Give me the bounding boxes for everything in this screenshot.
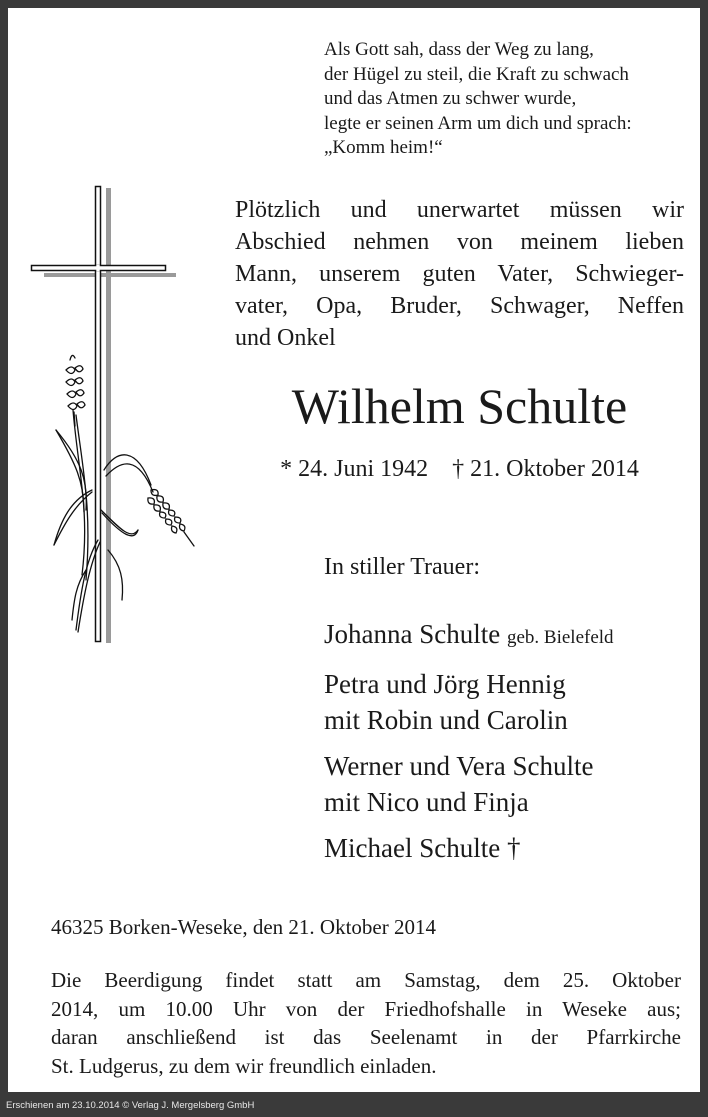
mourners-title: In stiller Trauer: <box>324 554 480 580</box>
funeral-info <box>51 966 681 1080</box>
place-date: 46325 Borken-Weseke, den 21. Oktober 2014 <box>51 915 436 939</box>
mourner-line <box>324 616 704 656</box>
deceased-name: Wilhelm Schulte <box>291 378 628 434</box>
funeral-line: St. Ludgerus, zu dem wir freundlich einladen. <box>51 1053 437 1078</box>
mourner-line: mit Nico und Finja <box>324 787 529 817</box>
mourner-group <box>324 666 704 738</box>
announcement-line: und Onkel <box>235 325 336 351</box>
funeral-line: Die Beerdigung findet statt am Samstag, dem 25. Oktober <box>51 968 681 992</box>
birth-date: * 24. Juni 1942 <box>280 456 429 482</box>
mourner-line: Werner und Vera Schulte <box>324 751 594 781</box>
spouse-name: Johanna Schulte <box>324 619 501 649</box>
poem-line: legte er seinen Arm um dich und sprach: <box>324 112 632 134</box>
spouse-maiden-name: geb. Bielefeld <box>506 627 614 648</box>
poem-line: und das Atmen zu schwer wurde, <box>324 88 577 109</box>
wheat-icon <box>54 355 194 632</box>
mourner-group <box>324 748 704 820</box>
poem-line: Als Gott sah, dass der Weg zu lang, <box>324 39 594 60</box>
funeral-line: 2014, um 10.00 Uhr von der Friedhofshalle in Weseke aus; <box>51 996 681 1021</box>
cross-icon <box>32 187 177 644</box>
mourner-line: mit Robin und Carolin <box>324 705 568 735</box>
announcement-line: Plötzlich und unerwartet müssen wir <box>235 197 684 223</box>
mourner-group <box>324 830 704 866</box>
mourner-line: Petra und Jörg Hennig <box>324 669 566 699</box>
mourners-list <box>324 616 704 876</box>
obituary-card <box>8 8 700 1092</box>
poem <box>324 38 694 161</box>
announcement-text <box>235 194 684 354</box>
death-date: † 21. Oktober 2014 <box>452 456 639 482</box>
announcement-line: Abschied nehmen von meinem lieben <box>235 229 684 255</box>
poem-line: der Hügel zu steil, die Kraft zu schwach <box>324 63 629 85</box>
announcement-line: vater, Opa, Bruder, Schwager, Neffen <box>235 293 684 319</box>
poem-line: „Komm heim!“ <box>324 137 443 158</box>
cross-wheat-emblem <box>26 180 201 650</box>
mourner-line: Michael Schulte † <box>324 833 521 863</box>
funeral-line: daran anschließend ist das Seelenamt in der Pfarrkirche <box>51 1025 681 1049</box>
mourner-group <box>324 616 704 656</box>
publication-footer: Erschienen am 23.10.2014 © Verlag J. Mergelsberg GmbH <box>6 1100 255 1111</box>
announcement-line: Mann, unserem guten Vater, Schwieger- <box>235 261 684 287</box>
life-dates <box>235 454 684 484</box>
